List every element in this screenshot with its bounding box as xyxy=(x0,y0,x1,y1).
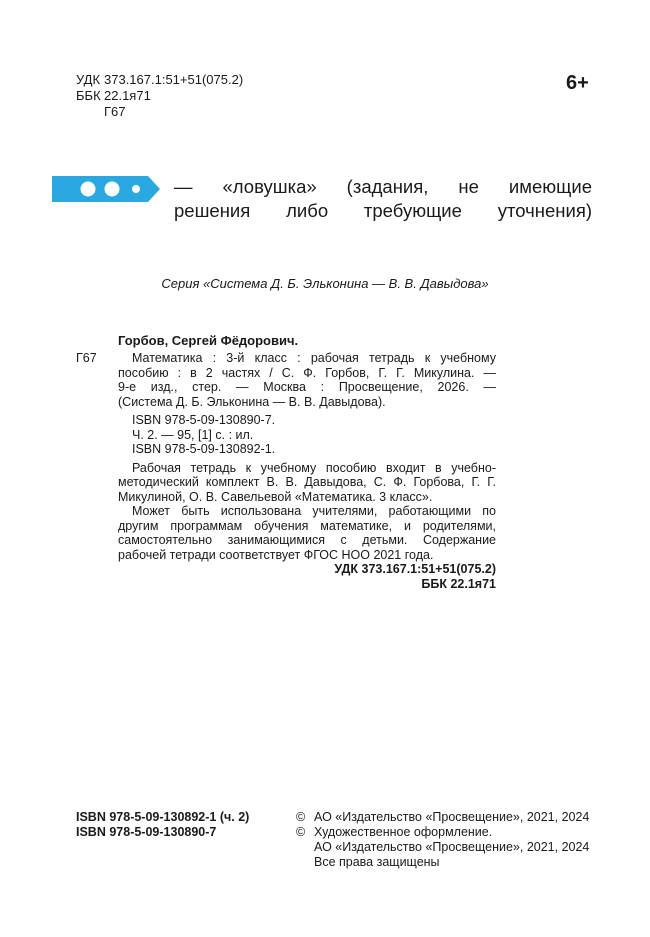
card-isbn1: ISBN 978-5-09-130890-7. xyxy=(132,413,276,427)
isbn-part: ISBN 978-5-09-130892-1 (ч. 2) xyxy=(76,810,250,824)
card-description xyxy=(118,351,496,591)
card-annotation-2: Может быть использована учителями, работающими по другим программам обучения математике, и родителями, самостоятельно занимающимися с детьми. Содержание рабочей тетради соответствует ФГОС НОО 2021 года. xyxy=(118,504,496,562)
card-isbn2: ISBN 978-5-09-130892-1. xyxy=(132,442,276,456)
dots-arrow-icon xyxy=(52,176,160,202)
series-line: Серия «Система Д. Б. Эльконина — В. В. Давыдова» xyxy=(161,276,489,291)
copyright-symbol: © xyxy=(296,810,306,824)
card-desc-line: Математика : 3-й класс : рабочая тетрадь к учебному xyxy=(132,351,496,365)
isbn-total: ISBN 978-5-09-130890-7 xyxy=(76,825,217,839)
card-desc-line: (Система Д. Б. Эльконина — В. В. Давыдова). xyxy=(118,394,386,409)
card-bbk: ББК 22.1я71 xyxy=(421,576,496,591)
bbk-value: 22.1я71 xyxy=(104,88,151,103)
rights-reserved: Все права защищены xyxy=(314,855,440,869)
card-mark: Г67 xyxy=(76,351,97,365)
isbn-block xyxy=(76,810,249,840)
copyright-symbol: © xyxy=(296,825,306,839)
trap-legend-text xyxy=(174,175,592,223)
trap-legend-line1: — «ловушка» (задания, не имеющие xyxy=(174,176,592,197)
card-author: Горбов, Сергей Фёдорович. xyxy=(118,333,299,348)
card-desc-line: 9-е изд., стер. — Москва : Просвещение, 2026. — xyxy=(118,380,496,394)
copyright-line: АО «Издательство «Просвещение», 2021, 2024 xyxy=(314,840,590,854)
card-udk: УДК 373.167.1:51+51(075.2) xyxy=(334,562,496,576)
copyright-line: АО «Издательство «Просвещение», 2021, 2024 xyxy=(314,810,590,824)
age-rating: 6+ xyxy=(566,72,589,94)
classification-block xyxy=(76,72,243,120)
bbk-label: ББК xyxy=(76,88,101,103)
card-part: Ч. 2. — 95, [1] с. : ил. xyxy=(132,427,254,442)
trap-legend-line2: решения либо требующие уточнения) xyxy=(174,200,592,221)
udk-label: УДК xyxy=(76,72,101,87)
author-mark: Г67 xyxy=(104,104,126,119)
copyright-line: Художественное оформление. xyxy=(314,825,493,839)
copyright-block xyxy=(296,810,589,870)
card-annotation-1: Рабочая тетрадь к учебному пособию входит в учебно-методический комплект В. В. Давыдова, С. Ф. Горбова, Г. Г. Микулиной, О. В. Савельевой «Математика. 3 класс». xyxy=(118,460,496,504)
card-desc-line: пособию : в 2 частях / С. Ф. Горбов, Г. Г. Микулина. — xyxy=(118,365,496,380)
udk-value: 373.167.1:51+51(075.2) xyxy=(104,72,244,87)
